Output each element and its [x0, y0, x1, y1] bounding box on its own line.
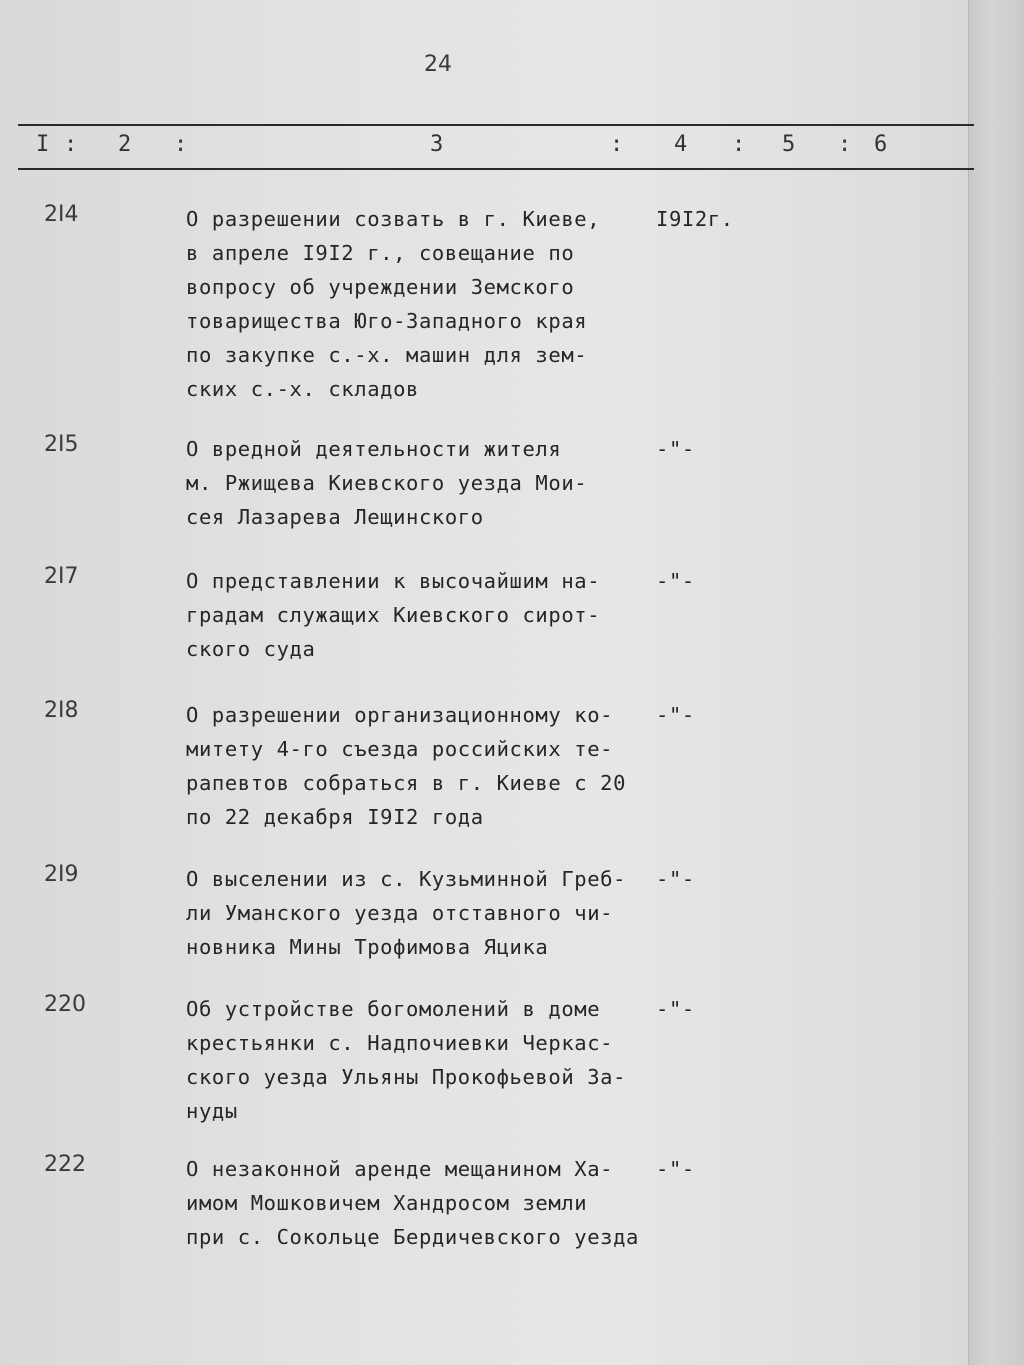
entry-description: О разрешении организационному ко- митету 4-го съезда российских те- рапевтов собраться в г. Киеве с 20 по 22 декабря I9I2 года [186, 703, 627, 829]
entry-number: 220 [44, 992, 86, 1017]
page-number: 24 [424, 52, 452, 77]
entry-number: 2I4 [44, 202, 79, 227]
column-header-3: 3 [430, 132, 444, 157]
column-header-5: 5 [782, 132, 796, 157]
header-bottom-rule [18, 168, 974, 170]
column-header-1: I [36, 132, 50, 157]
entry-description: О вредной деятельности жителя м. Ржищева Киевского уезда Мои- сея Лазарева Лещинского [186, 437, 588, 529]
entry-description: О разрешении созвать в г. Киеве, в апреле I9I2 г., совещание по вопросу об учреждении Земского товарищества Юго-Западного края по закупке с.-х. машин для зем- ских с.-х. складов [186, 207, 601, 401]
entry-description: О представлении к высочайшим на- градам служащих Киевского сирот- ского суда [186, 569, 601, 661]
entry-date: -"- [656, 867, 695, 891]
entry-number: 2I9 [44, 862, 79, 887]
column-header-6: 6 [874, 132, 888, 157]
header-top-rule [18, 124, 974, 126]
entry-date: -"- [656, 703, 695, 727]
entry-date: -"- [656, 569, 695, 593]
column-header-row [18, 128, 974, 164]
entry-number: 222 [44, 1152, 86, 1177]
entry-number: 2I7 [44, 564, 79, 589]
page-edge [968, 0, 1024, 1365]
entry-number: 2I8 [44, 698, 79, 723]
entry-date: -"- [656, 437, 695, 461]
entry-date: -"- [656, 1157, 695, 1181]
entry-date: I9I2г. [656, 207, 734, 231]
column-separator: : [732, 132, 746, 157]
column-separator: : [610, 132, 624, 157]
entry-date: -"- [656, 997, 695, 1021]
column-header-4: 4 [674, 132, 688, 157]
entry-description: Об устройстве богомолений в доме крестьянки с. Надпочиевки Черкас- ского уезда Ульяны Прокофьевой За- нуды [186, 997, 627, 1123]
entry-description: О незаконной аренде мещанином Ха- имом Мошковичем Хандросом земли при с. Сокольце Бердичевского уезда [186, 1157, 639, 1249]
entry-description: О выселении из с. Кузьминной Греб- ли Уманского уезда отставного чи- новника Мины Трофимова Яцика [186, 867, 627, 959]
column-separator: : [174, 132, 188, 157]
entry-number: 2I5 [44, 432, 79, 457]
column-separator: : [838, 132, 852, 157]
column-separator: : [64, 132, 78, 157]
column-header-2: 2 [118, 132, 132, 157]
